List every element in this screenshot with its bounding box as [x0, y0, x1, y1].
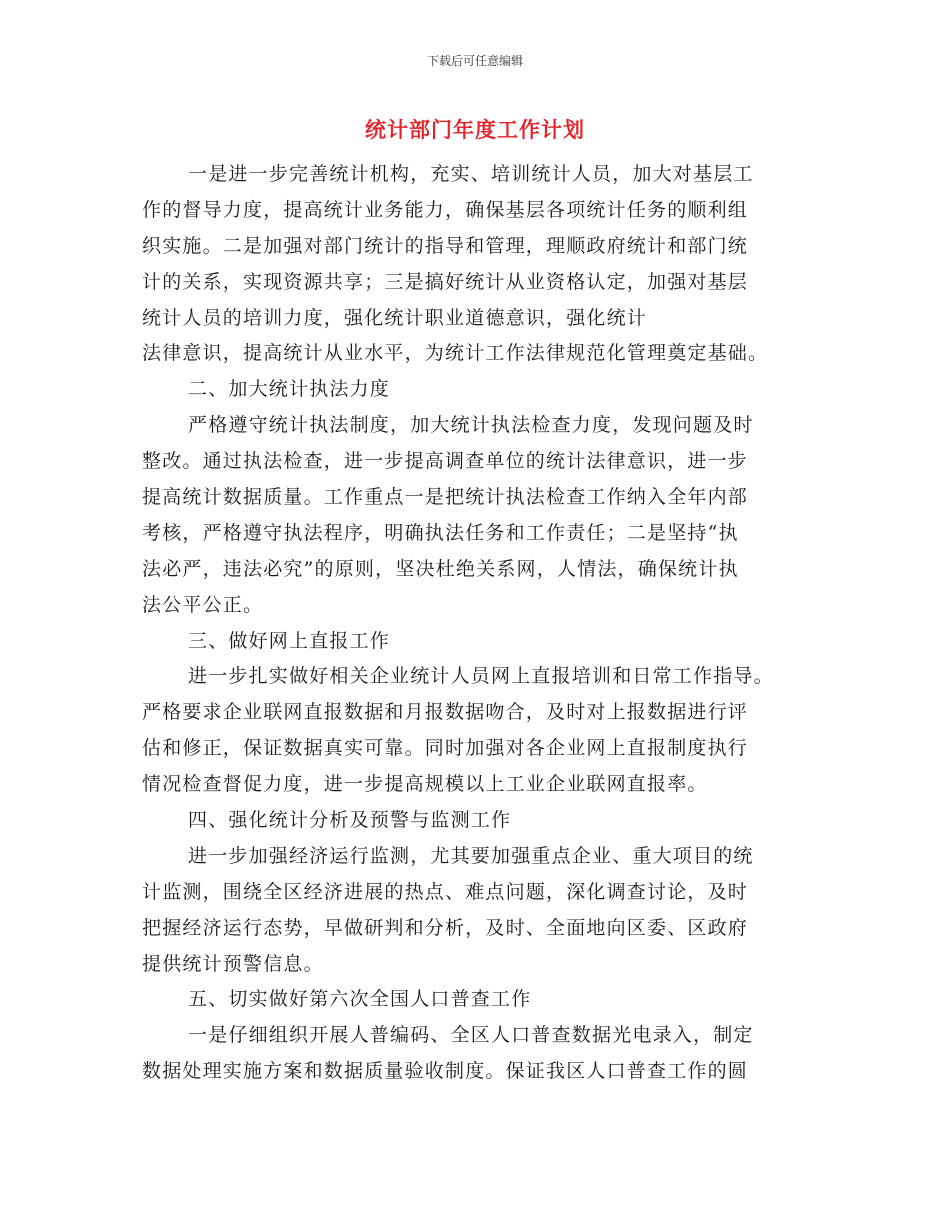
section-heading: 二、加大统计执法力度 — [188, 378, 391, 401]
text-line: 进一步扎实做好相关企业统计人员网上直报培训和日常工作指导。 — [188, 665, 774, 688]
text-line: 考核，严格遵守执法程序，明确执法任务和工作责任；二是坚持“执 — [142, 521, 739, 544]
text-line: 严格要求企业联网直报数据和月报数据吻合，及时对上报数据进行评 — [142, 701, 749, 724]
text-line: 把握经济运行态势，早做研判和分析，及时、全面地向区委、区政府 — [142, 916, 749, 939]
text-line: 作的督导力度，提高统计业务能力，确保基层各项统计任务的顺利组 — [142, 198, 749, 221]
text-line: 估和修正，保证数据真实可靠。同时加强对各企业网上直报制度执行 — [142, 737, 749, 760]
text-line: 计的关系，实现资源共享；三是搞好统计从业资格认定，加强对基层 — [142, 270, 749, 293]
text-line: 进一步加强经济运行监测，尤其要加强重点企业、重大项目的统 — [188, 844, 754, 867]
section-heading: 五、切实做好第六次全国人口普查工作 — [188, 988, 532, 1011]
text-line: 情况检查督促力度，进一步提高规模以上工业企业联网直报率。 — [142, 773, 708, 796]
text-line: 一是仔细组织开展人普编码、全区人口普查数据光电录入，制定 — [188, 1024, 754, 1047]
document-body — [142, 157, 802, 1090]
document-title: 统计部门年度工作计划 — [365, 118, 585, 142]
text-line: 织实施。二是加强对部门统计的指导和管理，理顺政府统计和部门统 — [142, 234, 749, 257]
text-line: 法公平公正。 — [142, 593, 264, 616]
section-heading: 四、强化统计分析及预警与监测工作 — [188, 809, 512, 832]
section-heading: 三、做好网上直报工作 — [188, 629, 391, 652]
text-line: 提供统计预警信息。 — [142, 952, 324, 975]
text-line: 整改。通过执法检查，进一步提高调查单位的统计法律意识，进一步 — [142, 450, 749, 473]
text-line: 数据处理实施方案和数据质量验收制度。保证我区人口普查工作的圆 — [142, 1060, 749, 1083]
text-line: 计监测，围绕全区经济进展的热点、难点问题，深化调查讨论，及时 — [142, 880, 749, 903]
header-note: 下载后可任意编辑 — [426, 54, 523, 68]
text-line: 法必严，违法必究”的原则，坚决杜绝关系网，人情法，确保统计执 — [142, 557, 739, 580]
text-line: 统计人员的培训力度，强化统计职业道德意识，强化统计 — [142, 306, 648, 329]
text-line: 一是进一步完善统计机构，充实、培训统计人员，加大对基层工 — [188, 163, 754, 185]
text-line: 严格遵守统计执法制度，加大统计执法检查力度，发现问题及时 — [188, 414, 754, 437]
text-line: 提高统计数据质量。工作重点一是把统计执法检查工作纳入全年内部 — [142, 486, 749, 509]
text-line: 法律意识，提高统计从业水平，为统计工作法律规范化管理奠定基础。 — [142, 342, 769, 365]
